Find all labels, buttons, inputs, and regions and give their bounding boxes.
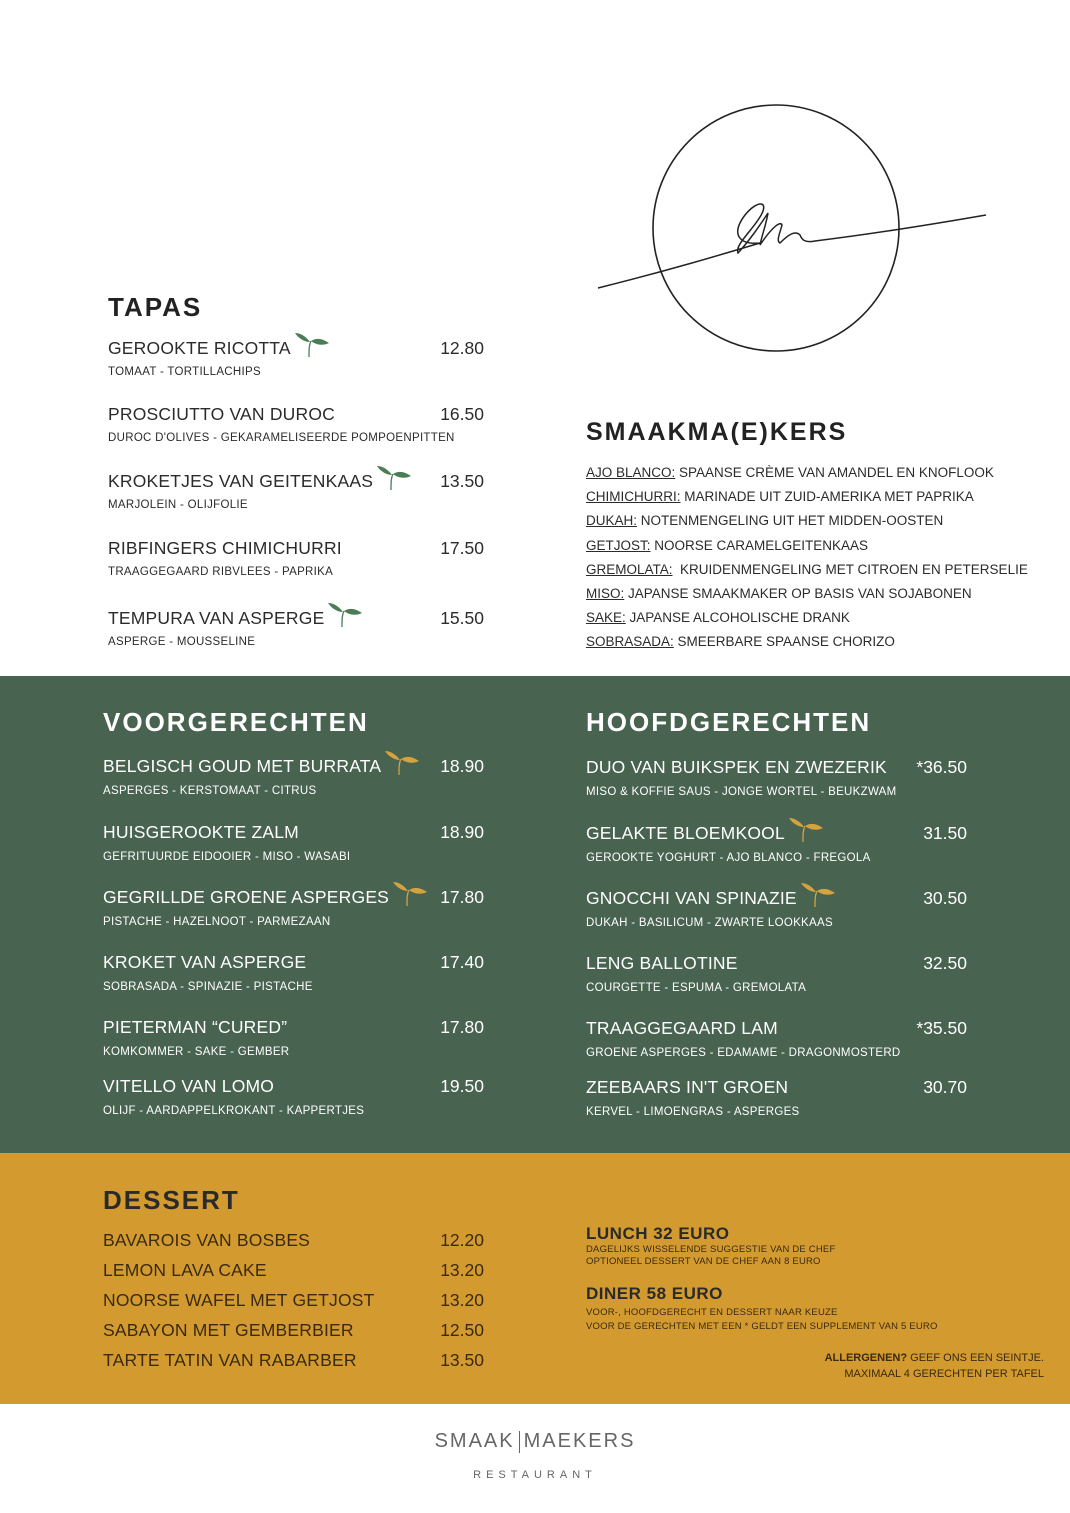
hoofdgerechten-item-name <box>586 1077 788 1098</box>
dessert-item-name <box>103 1260 267 1281</box>
glossary-title: SMAAKMA(E)KERS <box>586 418 848 446</box>
dessert-item-name <box>103 1230 310 1251</box>
tapas-item-name <box>108 471 411 492</box>
hoofdgerechten-item-name <box>586 1018 778 1039</box>
diner-line-1: VOOR-, HOOFDGERECHT EN DESSERT NAAR KEUZE <box>586 1307 838 1318</box>
glossary-item <box>586 586 972 601</box>
tapas-item-sub: DUROC D'OLIVES - GEKARAMELISEERDE POMPOENPITTEN <box>108 432 455 444</box>
hoofdgerechten-item-name <box>586 757 887 778</box>
hoofdgerechten-item-label: GELAKTE BLOEMKOOL <box>586 823 785 843</box>
glossary-item <box>586 465 994 480</box>
voorgerechten-item-price: 19.50 <box>440 1076 484 1096</box>
tapas-item-price: 12.80 <box>440 338 484 358</box>
leaf-icon <box>328 601 362 627</box>
voorgerechten-item-label: BELGISCH GOUD MET BURRATA <box>103 756 382 776</box>
voorgerechten-item-sub: GEFRITUURDE EIDOOIER - MISO - WASABI <box>103 851 351 863</box>
dessert-item-label: LEMON LAVA CAKE <box>103 1260 267 1280</box>
voorgerechten-item-price: 17.80 <box>440 887 484 907</box>
glossary-desc: JAPANSE ALCOHOLISCHE DRANK <box>625 610 850 626</box>
voorgerechten-item-price: 18.90 <box>440 756 484 776</box>
hoofdgerechten-item-name <box>586 953 738 974</box>
glossary-item <box>586 562 1028 577</box>
tapas-item-label: TEMPURA VAN ASPERGE <box>108 608 325 628</box>
tapas-item-name <box>108 538 342 559</box>
hoofdgerechten-item-label: LENG BALLOTINE <box>586 953 738 973</box>
tapas-item-name <box>108 404 335 425</box>
diner-title: DINER 58 EURO <box>586 1284 723 1303</box>
glossary-item <box>586 634 895 649</box>
tapas-item-label: KROKETJES VAN GEITENKAAS <box>108 471 374 491</box>
voorgerechten-item-sub: SOBRASADA - SPINAZIE - PISTACHE <box>103 981 313 993</box>
glossary-item <box>586 610 850 625</box>
hoofdgerechten-item-price: *35.50 <box>916 1018 967 1038</box>
glossary-term: AJO BLANCO: <box>586 465 676 480</box>
hoofdgerechten-item-label: GNOCCHI VAN SPINAZIE <box>586 888 797 908</box>
logo-monogram <box>598 204 986 288</box>
dessert-title: DESSERT <box>103 1185 240 1215</box>
dessert-item-label: TARTE TATIN VAN RABARBER <box>103 1350 357 1370</box>
voorgerechten-item-name <box>103 822 299 843</box>
voorgerechten-item-label: PIETERMAN “CURED” <box>103 1017 288 1037</box>
allergy-bold: ALLERGENEN? <box>824 1352 908 1364</box>
tapas-item-price: 15.50 <box>440 608 484 628</box>
diner-line-2: VOOR DE GERECHTEN MET EEN * GELDT EEN SUPPLEMENT VAN 5 EURO <box>586 1321 938 1332</box>
voorgerechten-item-label: KROKET VAN ASPERGE <box>103 952 307 972</box>
hoofdgerechten-item-name <box>586 888 835 909</box>
glossary-term: GREMOLATA: <box>586 561 673 577</box>
lunch-title: LUNCH 32 EURO <box>586 1224 730 1243</box>
voorgerechten-item-label: HUISGEROOKTE ZALM <box>103 822 299 842</box>
dessert-item-price: 13.50 <box>440 1350 484 1370</box>
hoofdgerechten-item-price: 31.50 <box>923 823 967 843</box>
voorgerechten-item-name <box>103 756 419 777</box>
voorgerechten-item-sub: ASPERGES - KERSTOMAAT - CITRUS <box>103 785 317 797</box>
leaf-icon <box>801 881 835 907</box>
leaf-icon <box>385 749 419 775</box>
lunch-line-1: DAGELIJKS WISSELENDE SUGGESTIE VAN DE CHEF <box>586 1244 836 1255</box>
tapas-item-sub: MARJOLEIN - OLIJFOLIE <box>108 499 248 511</box>
logo-circle <box>653 105 899 351</box>
glossary-desc: NOORSE CARAMELGEITENKAAS <box>650 537 869 553</box>
glossary-term: DUKAH: <box>586 513 638 529</box>
glossary-desc: JAPANSE SMAAKMAKER OP BASIS VAN SOJABONEN <box>624 586 972 601</box>
voorgerechten-item-sub: OLIJF - AARDAPPELKROKANT - KAPPERTJES <box>103 1105 365 1117</box>
hoofdgerechten-item-sub: GEROOKTE YOGHURT - AJO BLANCO - FREGOLA <box>586 852 871 864</box>
voorgerechten-item-name <box>103 1017 287 1038</box>
voorgerechten-item-price: 17.80 <box>440 1017 484 1037</box>
hoofdgerechten-item-sub: KERVEL - LIMOENGRAS - ASPERGES <box>586 1106 800 1118</box>
footer-brand-left: SMAAK <box>434 1430 515 1452</box>
glossary-term: MISO: <box>586 586 625 601</box>
glossary-term: SOBRASADA: <box>586 634 674 650</box>
tapas-item-price: 17.50 <box>440 538 484 558</box>
dessert-item-price: 13.20 <box>440 1260 484 1280</box>
dessert-item-label: NOORSE WAFEL MET GETJOST <box>103 1290 375 1310</box>
voorgerechten-item-price: 17.40 <box>440 952 484 972</box>
tapas-item-label: RIBFINGERS CHIMICHURRI <box>108 538 342 558</box>
tapas-item-label: PROSCIUTTO VAN DUROC <box>108 404 335 424</box>
glossary-term: SAKE: <box>586 610 626 626</box>
footer-subtitle: RESTAURANT <box>473 1469 597 1481</box>
hoofdgerechten-item-label: TRAAGGEGAARD LAM <box>586 1018 778 1038</box>
leaf-icon <box>377 464 411 490</box>
allergy-line-2: MAXIMAAL 4 GERECHTEN PER TAFEL <box>844 1368 1044 1380</box>
leaf-icon <box>393 880 427 906</box>
hoofdgerechten-item-price: 30.50 <box>923 888 967 908</box>
voorgerechten-item-sub: PISTACHE - HAZELNOOT - PARMEZAAN <box>103 916 331 928</box>
leaf-icon <box>789 816 823 842</box>
dessert-item-label: BAVAROIS VAN BOSBES <box>103 1230 311 1250</box>
hoofdgerechten-item-price: *36.50 <box>916 757 967 777</box>
glossary-desc: SPAANSE CRÈME VAN AMANDEL EN KNOFLOOK <box>675 465 994 480</box>
hoofdgerechten-item-price: 32.50 <box>923 953 967 973</box>
hoofdgerechten-item-sub: MISO & KOFFIE SAUS - JONGE WORTEL - BEUKZWAM <box>586 786 897 798</box>
voorgerechten-item-name <box>103 1076 274 1097</box>
tapas-item-name <box>108 338 329 359</box>
footer-brand-right: MAEKERS <box>523 1430 636 1452</box>
voorgerechten-item-sub: KOMKOMMER - SAKE - GEMBER <box>103 1046 290 1058</box>
footer-brand <box>0 1430 1070 1453</box>
hoofdgerechten-title: HOOFDGERECHTEN <box>586 707 872 737</box>
glossary-item <box>586 538 868 553</box>
hoofdgerechten-item-sub: COURGETTE - ESPUMA - GREMOLATA <box>586 982 807 994</box>
dessert-item-price: 13.20 <box>440 1290 484 1310</box>
tapas-item-price: 16.50 <box>440 404 484 424</box>
glossary-term: GETJOST: <box>586 537 651 553</box>
tapas-item-label: GEROOKTE RICOTTA <box>108 338 291 358</box>
glossary-item <box>586 489 974 504</box>
hoofdgerechten-item-sub: DUKAH - BASILICUM - ZWARTE LOOKKAAS <box>586 917 833 929</box>
dessert-item-price: 12.20 <box>440 1230 484 1250</box>
voorgerechten-title: VOORGERECHTEN <box>103 707 369 737</box>
voorgerechten-item-name <box>103 952 306 973</box>
tapas-item-sub: TRAAGGEGAARD RIBVLEES - PAPRIKA <box>108 566 334 578</box>
hoofdgerechten-item-sub: GROENE ASPERGES - EDAMAME - DRAGONMOSTERD <box>586 1047 901 1059</box>
dessert-item-name <box>103 1290 375 1311</box>
tapas-item-price: 13.50 <box>440 471 484 491</box>
glossary-desc: SMEERBARE SPAANSE CHORIZO <box>673 634 895 650</box>
hoofdgerechten-item-price: 30.70 <box>923 1077 967 1097</box>
tapas-item-sub: ASPERGE - MOUSSELINE <box>108 636 256 648</box>
logo <box>590 95 1000 360</box>
voorgerechten-item-price: 18.90 <box>440 822 484 842</box>
glossary-desc: MARINADE UIT ZUID-AMERIKA MET PAPRIKA <box>680 489 974 505</box>
glossary-desc: NOTENMENGELING UIT HET MIDDEN-OOSTEN <box>637 513 944 529</box>
dessert-item-name <box>103 1320 354 1341</box>
leaf-icon <box>295 331 329 357</box>
tapas-item-name <box>108 608 362 629</box>
glossary-desc: KRUIDENMENGELING MET CITROEN EN PETERSELIE <box>672 561 1028 577</box>
voorgerechten-item-label: GEGRILLDE GROENE ASPERGES <box>103 887 390 907</box>
glossary-item <box>586 513 943 528</box>
dessert-item-name <box>103 1350 357 1371</box>
hoofdgerechten-item-name <box>586 823 823 844</box>
hoofdgerechten-item-label: ZEEBAARS IN'T GROEN <box>586 1077 789 1097</box>
voorgerechten-item-name <box>103 887 427 908</box>
allergy-rest: GEEF ONS EEN SEINTJE. <box>907 1352 1044 1364</box>
dessert-item-price: 12.50 <box>440 1320 484 1340</box>
lunch-line-2: OPTIONEEL DESSERT VAN DE CHEF AAN 8 EURO <box>586 1256 821 1267</box>
footer-divider <box>519 1431 520 1453</box>
hoofdgerechten-item-label: DUO VAN BUIKSPEK EN ZWEZERIK <box>586 757 887 777</box>
allergy-line-1 <box>825 1352 1044 1364</box>
glossary-term: CHIMICHURRI: <box>586 489 681 505</box>
tapas-title: TAPAS <box>108 292 203 322</box>
dessert-item-label: SABAYON MET GEMBERBIER <box>103 1320 354 1340</box>
tapas-item-sub: TOMAAT - TORTILLACHIPS <box>108 366 261 378</box>
voorgerechten-item-label: VITELLO VAN LOMO <box>103 1076 275 1096</box>
